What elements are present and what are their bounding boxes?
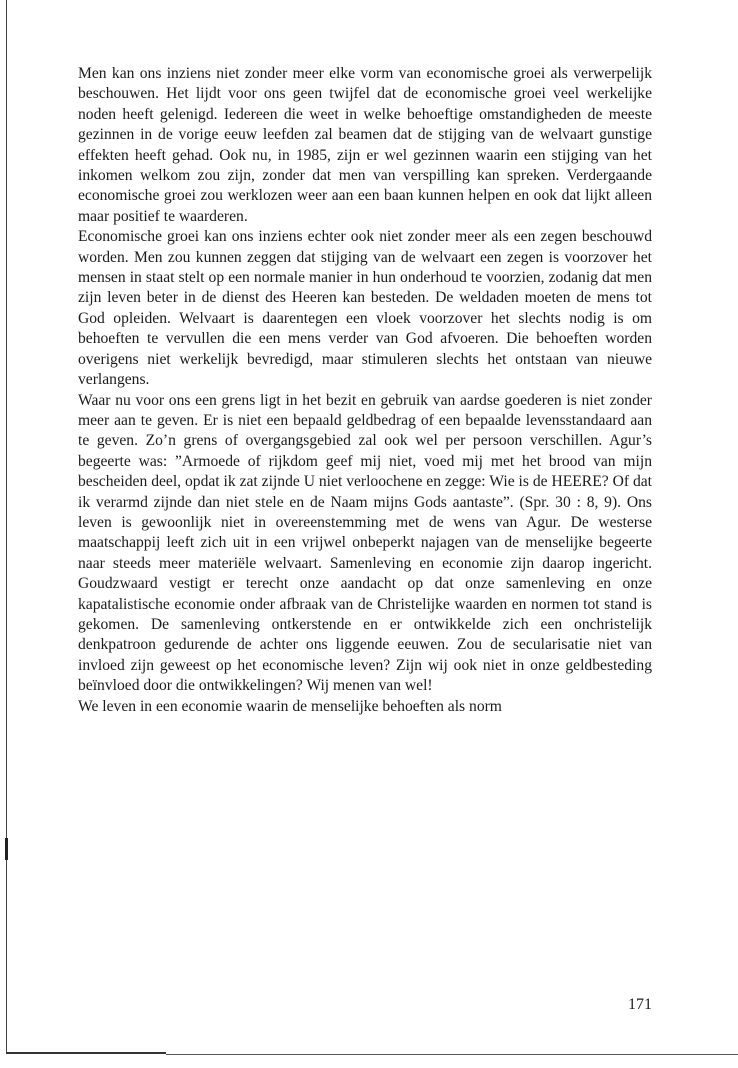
paragraph-3: Waar nu voor ons een grens ligt in het bezit en gebruik van aardse goederen is niet zonder meer aan te geven. Er is niet een bepaald geldbedrag of een bepaalde levensstandaard aan te geven. Zo’n grens of overgangsgebied zal ook wel per persoon verschillen. Agur’s begeerte was: ”Armoede of rijkdom geef mij niet, voed mij met het brood van mijn bescheiden deel, opdat ik zat zijnde U niet verloochene en zegge: Wie is de HEERE? Of dat ik verarmd zijnde dan niet stele en de Naam mijns Gods aantaste”. (Spr. 30 : 8, 9). Ons leven is gewoonlijk niet in overeenstemming met de wens van Agur. De westerse maatschappij leeft zich uit in een vrijwel onbeperkt najagen van de menselijke begeerte naar steeds meer materiële welvaart. Samenleving en economie zijn daarop ingericht. Goudzwaard vestigt er terecht onze aandacht op dat onze samenleving en onze kapatalistische economie onder afbraak van de Christelijke waarden en normen tot stand is gekomen. De samenleving ontkerstende en er ontwikkelde zich een onchristelijk denkpatroon gedurende de achter ons liggende eeuwen. Zou de secularisatie niet van invloed zijn geweest op het economische leven? Zijn wij ook niet in onze geldbesteding beïnvloed door die ontwikkelingen? Wij menen van wel! [78, 391, 652, 695]
page-number: 171 [628, 996, 652, 1013]
scan-bottom-edge-line-right [166, 1054, 738, 1055]
paragraph-1: Men kan ons inziens niet zonder meer elke vorm van economische groei als verwerpelijk beschouwen. Het lijdt voor ons geen twijfel dat de economische groei veel werkelijke noden heeft gelenigd. Iedereen die weet in welke behoeftige omstandigheden de meeste gezinnen in de vorige eeuw leefden zal beamen dat de stijging van de welvaart gunstige effekten heeft gehad. Ook nu, in 1985, zijn er wel gezinnen waarin een stijging van het inkomen welkom zou zijn, zonder dat men van verspilling kan spreken. Verdergaande economische groei zou werklozen weer aan een baan kunnen helpen en ook dat lijkt alleen maar positief te waarderen. [78, 65, 652, 225]
paragraph-2: Economische groei kan ons inziens echter ook niet zonder meer als een zegen beschouwd worden. Men zou kunnen zeggen dat stijging van de welvaart een zegen is voorzover het mensen in staat stelt op een normale manier in hun onderhoud te voorzien, zodanig dat men zijn leven beter in de dienst des Heeren kan besteden. De weldaden moeten de mens tot God opleiden. Welvaart is daarentegen een vloek voorzover het slechts nodig is om behoeften te vervullen die een mens verder van God afvoeren. Die behoeften worden overigens niet werkelijk bevredigd, maar stimuleren slechts het ontstaan van nieuwe verlangens. [78, 228, 652, 389]
scan-left-edge-line [6, 0, 7, 1052]
scan-edge-mark [5, 838, 8, 860]
paragraph-4: We leven in een economie waarin de menselijke behoeften als norm [78, 697, 502, 715]
scan-bottom-edge-line [6, 1052, 166, 1054]
body-text [78, 64, 652, 717]
